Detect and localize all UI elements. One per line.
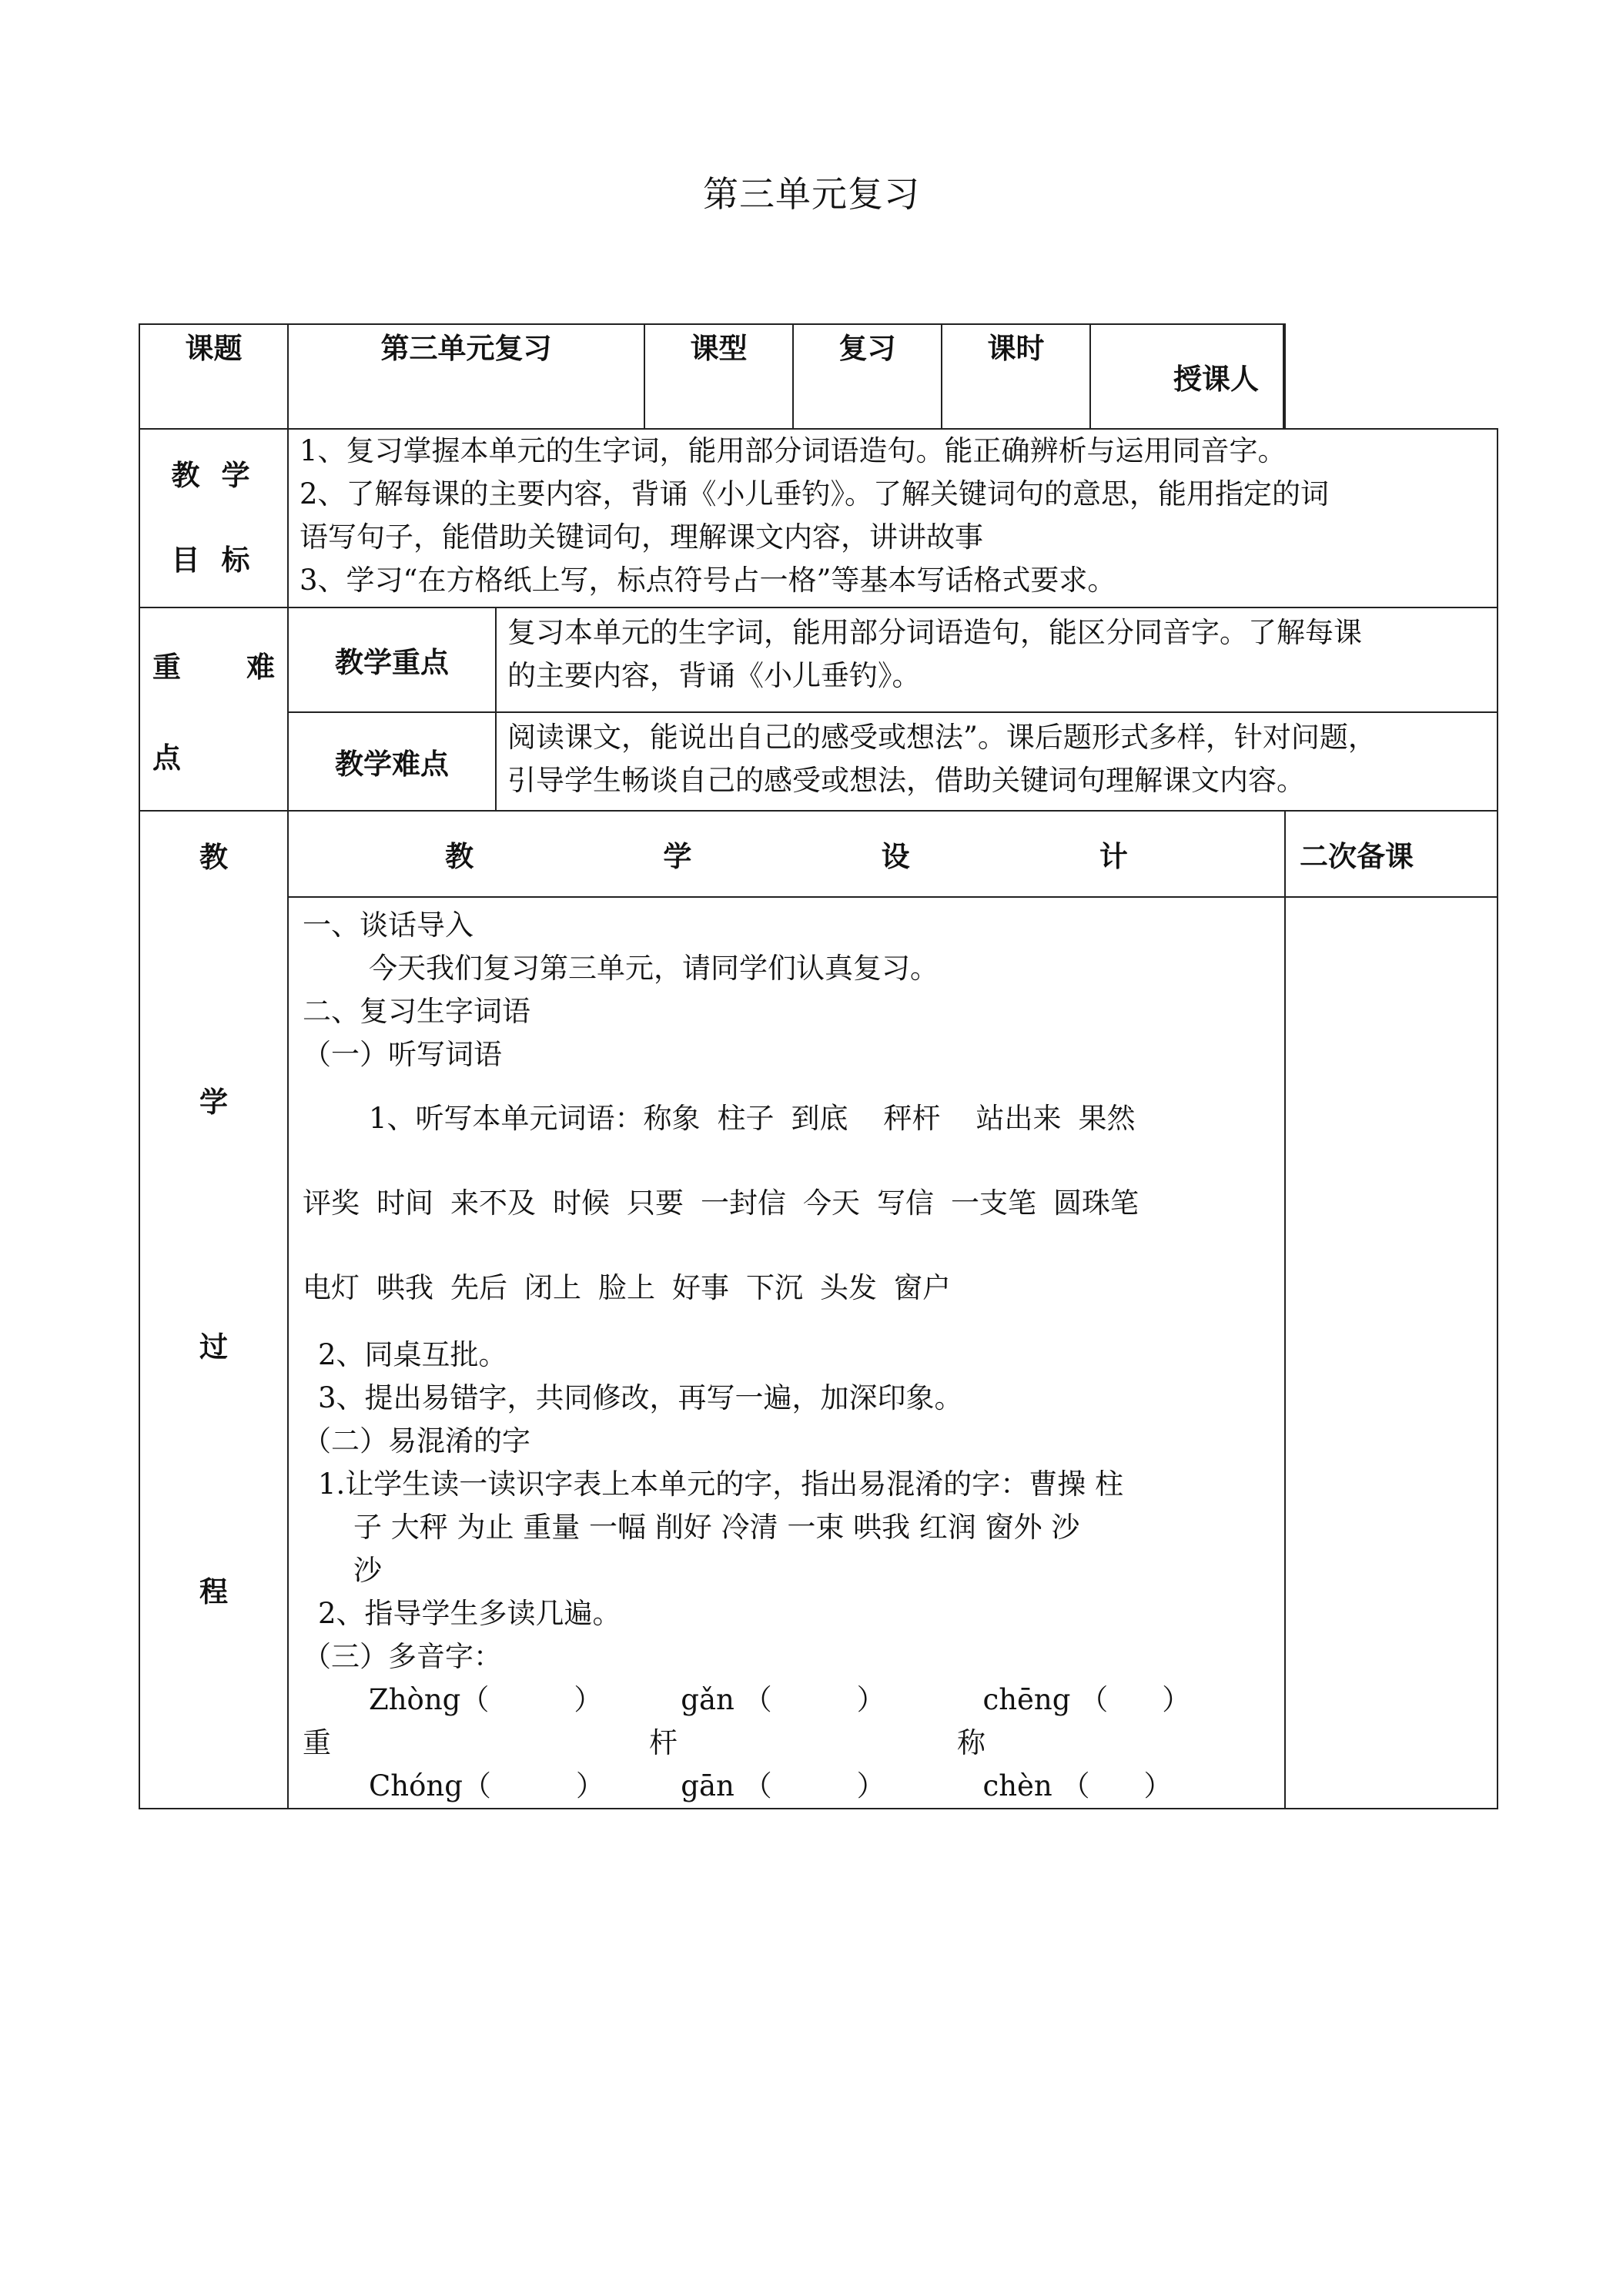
goals-row — [139, 429, 1498, 607]
word: 好事 — [672, 1271, 729, 1304]
dictation-words-row — [303, 1076, 1270, 1161]
word: 圆珠笔 — [1053, 1186, 1139, 1220]
word: 脸上 — [598, 1271, 655, 1304]
pinyin-close: ） — [856, 1769, 885, 1802]
word: 一支笔 — [951, 1186, 1036, 1220]
word: 头发 — [820, 1271, 877, 1304]
course-value: 第三单元复习 — [288, 324, 644, 429]
word: 称象 — [643, 1102, 701, 1135]
goals-label-line1: 教学 — [171, 459, 272, 492]
step-text: 3、提出易错字，共同修改，再写一遍，加深印象。 — [318, 1381, 963, 1414]
word: 来不及 — [450, 1186, 536, 1220]
subsection-title: （三）多音字： — [303, 1640, 502, 1673]
process-char: 教 — [199, 841, 228, 874]
teacher-label-text: 授课人 — [1149, 325, 1284, 428]
dictation-words-row — [303, 1246, 1270, 1330]
lesson-plan-table — [139, 323, 1498, 1809]
polyphone-row — [303, 1678, 1270, 1722]
course-label: 课题 — [139, 324, 288, 429]
period-label: 课时 — [942, 324, 1090, 429]
subsection-title: （一）听写词语 — [303, 1038, 502, 1071]
word: 秤杆 — [883, 1102, 941, 1135]
design-heading-char: 设 — [881, 840, 910, 873]
word: 哄我 — [376, 1271, 433, 1304]
second-prep-label: 二次备课 — [1285, 811, 1498, 897]
difficulty-content — [496, 712, 1498, 811]
pinyin-blank: chèn （ — [982, 1769, 1090, 1802]
process-label — [139, 811, 288, 1809]
pinyin-blank: gān （ — [681, 1769, 772, 1802]
goal-line: 语写句子，能借助关键词句，理解课文内容，讲讲故事 — [300, 520, 983, 554]
process-char: 程 — [199, 1575, 228, 1608]
polyphone-char: 杆 — [649, 1726, 678, 1759]
focus-content — [496, 607, 1498, 712]
process-char: 学 — [199, 1086, 228, 1119]
word: 先后 — [450, 1271, 507, 1304]
section-title: 一、谈话导入 — [303, 909, 474, 942]
word: 下沉 — [746, 1271, 803, 1304]
word: 时候 — [553, 1186, 610, 1220]
design-body-row — [139, 897, 1498, 1809]
pinyin-blank: Chóng（ — [369, 1769, 491, 1802]
process-char: 过 — [199, 1330, 228, 1364]
design-head-row — [139, 811, 1498, 897]
pinyin-close: ） — [1143, 1769, 1173, 1802]
key-points-char: 难 — [246, 651, 275, 684]
design-content — [288, 897, 1285, 1809]
pinyin-blank: chēng （ — [982, 1683, 1109, 1716]
subsection-title: （二）易混淆的字 — [303, 1424, 530, 1458]
confuse-line: 子 大秤 为止 重量 一幅 削好 冷清 一束 哄我 红润 窗外 沙 — [353, 1511, 1080, 1544]
pinyin-blank: gǎn （ — [681, 1683, 772, 1716]
page-title: 第三单元复习 — [703, 173, 920, 215]
goals-content — [288, 429, 1498, 607]
goal-line: 2、了解每课的主要内容，背诵《小儿垂钓》。了解关键词句的意思，能用指定的词 — [300, 477, 1330, 510]
difficulty-label: 教学难点 — [288, 712, 496, 811]
confuse-line: 1.让学生读一读识字表上本单元的字，指出易混淆的字：曹操 柱 — [318, 1468, 1124, 1501]
difficulty-line: 阅读课文，能说出自己的感受或想法”。课后题形式多样，针对问题， — [507, 721, 1377, 754]
goal-line: 3、学习“在方格纸上写，标点符号占一格”等基本写话格式要求。 — [300, 564, 1116, 597]
pinyin-close: ） — [575, 1769, 604, 1802]
section-title: 二、复习生字词语 — [303, 995, 530, 1028]
word: 今天 — [803, 1186, 860, 1220]
dictation-words-row — [303, 1161, 1270, 1246]
focus-row — [139, 607, 1498, 712]
section-text: 今天我们复习第三单元，请同学们认真复习。 — [369, 952, 939, 985]
second-prep-area — [1285, 897, 1498, 1809]
teacher-cell — [1173, 324, 1285, 429]
word: 站出来 — [975, 1102, 1062, 1135]
focus-line: 复习本单元的生字词，能用部分词语造句，能区分同音字。了解每课 — [507, 616, 1362, 649]
pinyin-close: ） — [856, 1683, 885, 1716]
difficulty-row — [139, 712, 1498, 811]
step-text: 2、同桌互批。 — [318, 1338, 507, 1371]
goal-line: 1、复习掌握本单元的生字词，能用部分词语造句。能正确辨析与运用同音字。 — [300, 434, 1287, 467]
word: 到底 — [791, 1102, 848, 1135]
polyphone-row — [303, 1765, 1270, 1808]
type-label: 课型 — [644, 324, 793, 429]
design-heading — [288, 811, 1285, 897]
type-value: 复习 — [793, 324, 942, 429]
header-row — [139, 324, 1498, 429]
focus-label: 教学重点 — [288, 607, 496, 712]
pinyin-blank: Zhòng（ — [369, 1683, 490, 1716]
goals-label-line2: 目标 — [171, 544, 272, 577]
word: 只要 — [627, 1186, 684, 1220]
design-heading-char: 教 — [445, 840, 474, 873]
pinyin-close: ） — [1162, 1683, 1191, 1716]
pinyin-close: ） — [574, 1683, 603, 1716]
word: 评奖 — [303, 1186, 360, 1220]
word: 写信 — [877, 1186, 934, 1220]
dictation-intro: 1、听写本单元词语： — [369, 1102, 644, 1135]
key-points-char: 重 — [152, 651, 181, 684]
design-heading-char: 计 — [1099, 840, 1128, 873]
word: 闭上 — [524, 1271, 581, 1304]
word: 果然 — [1078, 1102, 1136, 1135]
confuse-line: 沙 — [353, 1554, 382, 1587]
step-text: 2、指导学生多读几遍。 — [318, 1597, 621, 1630]
design-heading-char: 学 — [663, 840, 692, 873]
word: 电灯 — [303, 1271, 360, 1304]
polyphone-chars-row — [303, 1722, 1270, 1765]
goals-label — [139, 429, 288, 607]
key-points-char: 点 — [152, 741, 181, 775]
polyphone-char: 称 — [957, 1726, 986, 1759]
word: 一封信 — [701, 1186, 786, 1220]
word: 柱子 — [717, 1102, 775, 1135]
focus-line: 的主要内容，背诵《小儿垂钓》。 — [507, 659, 921, 692]
word: 窗户 — [894, 1271, 951, 1304]
polyphone-char: 重 — [303, 1726, 331, 1759]
key-points-label — [139, 607, 288, 811]
difficulty-line: 引导学生畅谈自己的感受或想法，借助关键词句理解课文内容。 — [507, 764, 1305, 797]
word: 时间 — [376, 1186, 433, 1220]
